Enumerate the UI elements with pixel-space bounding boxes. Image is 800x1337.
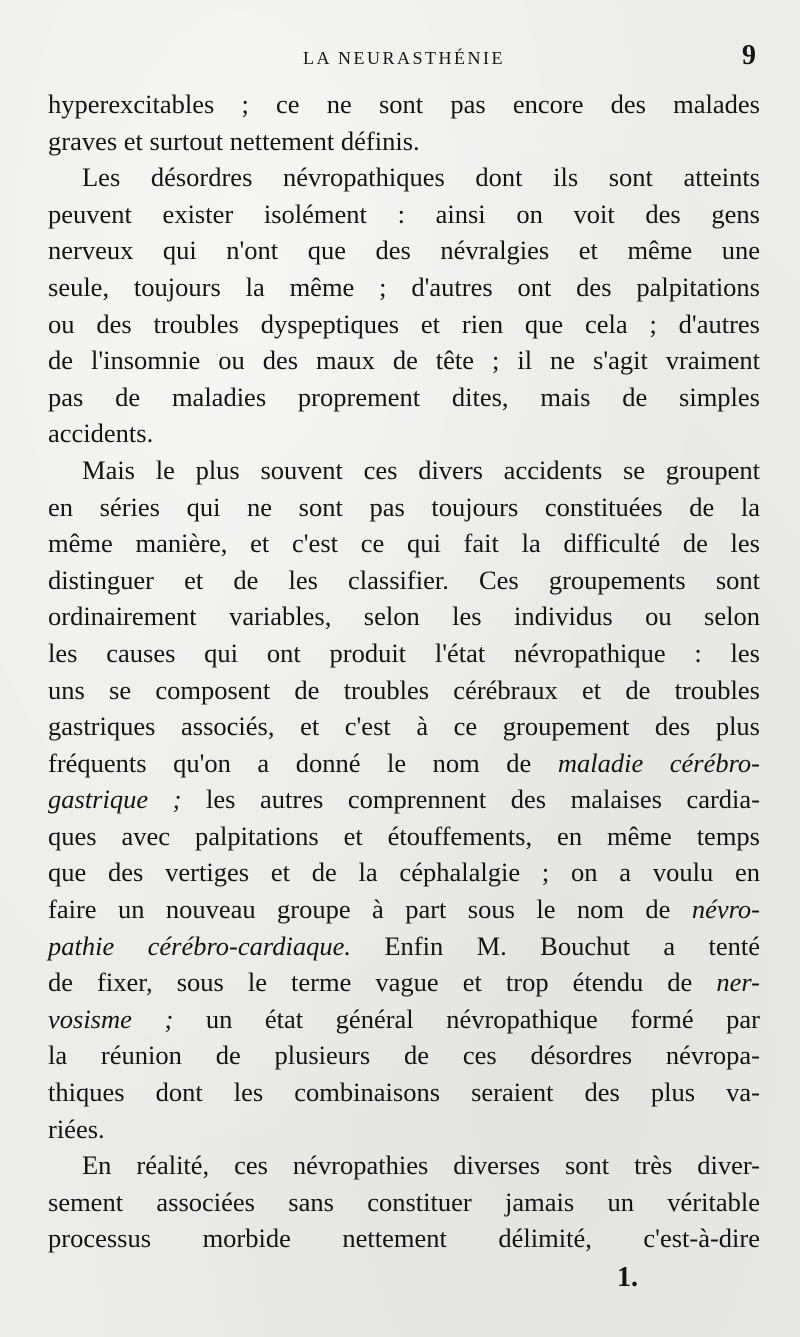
text-line: thiques dont les combinaisons seraient des plus va-	[48, 1077, 760, 1108]
signature-mark: 1.	[617, 1262, 638, 1293]
text-line: accidents.	[48, 418, 154, 449]
text-line: ou des troubles dyspeptiques et rien que cela ; d'autres	[48, 308, 760, 339]
text-line: ques avec palpitations et étouffements, en même temps	[48, 820, 760, 851]
body-text	[48, 86, 760, 1257]
text-line: pathie cérébro-cardiaque. Enfin M. Bouchut a tenté	[48, 930, 760, 961]
text-line: sement associées sans constituer jamais un véritable	[48, 1186, 760, 1217]
italic-term: névro-	[691, 894, 760, 925]
text-line: gastriques associés, et c'est à ce groupement des plus	[48, 711, 760, 742]
running-title: LA NEURASTHÉNIE	[303, 48, 505, 68]
text-line: processus morbide nettement délimité, c'est-à-dire	[48, 1223, 760, 1254]
text-line: en séries qui ne sont pas toujours constituées de la	[48, 491, 760, 522]
text-line: Les désordres névropathiques dont ils sont atteints	[82, 162, 760, 193]
text-line: faire un nouveau groupe à part sous le nom de névro-	[48, 894, 760, 925]
italic-term: ner-	[716, 967, 760, 998]
text-line: distinguer et de les classifier. Ces groupements sont	[48, 564, 760, 595]
text-line: que des vertiges et de la céphalalgie ; on a voulu en	[48, 857, 760, 888]
text-line: peuvent exister isolément : ainsi on voit des gens	[48, 198, 760, 229]
text-line: vosisme ; un état général névropathique formé par	[48, 1003, 760, 1034]
text-line: gastrique ; les autres comprennent des malaises cardia-	[48, 784, 761, 815]
text-line: de fixer, sous le terme vague et trop étendu de ner-	[48, 967, 760, 998]
text-line: fréquents qu'on a donné le nom de maladie cérébro-	[48, 747, 760, 778]
text-line: Mais le plus souvent ces divers accidents se groupent	[82, 454, 760, 485]
italic-term: gastrique ;	[48, 784, 182, 815]
text-line: En réalité, ces névropathies diverses sont très diver-	[82, 1150, 760, 1181]
text-line: seule, toujours la même ; d'autres ont des palpitations	[48, 271, 760, 302]
italic-term: pathie cérébro-cardiaque.	[48, 930, 351, 961]
text-line: même manière, et c'est ce qui fait la difficulté de les	[48, 528, 760, 559]
text-line: hyperexcitables ; ce ne sont pas encore des malades	[48, 89, 760, 119]
text-line: pas de maladies proprement dites, mais de simples	[48, 381, 760, 412]
text-line: graves et surtout nettement définis.	[48, 125, 420, 156]
text-line: riées.	[48, 1113, 105, 1144]
text-line: la réunion de plusieurs de ces désordres névropa-	[48, 1040, 760, 1071]
text-line: ordinairement variables, selon les individus ou selon	[48, 601, 760, 632]
text-line: de l'insomnie ou des maux de tête ; il ne s'agit vraiment	[48, 345, 760, 376]
italic-term: maladie cérébro-	[557, 747, 760, 778]
text-line: les causes qui ont produit l'état névropathique : les	[48, 637, 760, 668]
italic-term: vosisme ;	[48, 1003, 174, 1034]
text-line: uns se composent de troubles cérébraux et de troubles	[48, 674, 760, 705]
page-header	[48, 42, 760, 76]
text-line: nerveux qui n'ont que des névralgies et même une	[48, 235, 760, 266]
page-number: 9	[742, 40, 756, 71]
